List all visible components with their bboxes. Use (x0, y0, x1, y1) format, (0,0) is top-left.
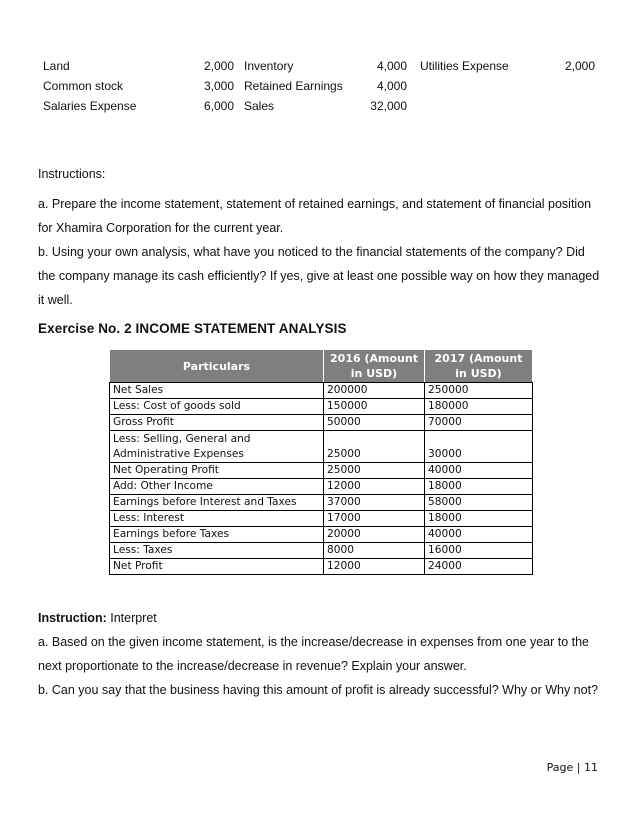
interpret-question-b: b. Can you say that the business having this amount of profit is already successful? Why or Why not? (38, 683, 599, 697)
table-row (110, 543, 533, 559)
instruction-bold-label: Instruction: (38, 611, 107, 625)
row-label: Add: Other Income (110, 479, 324, 495)
row-2017: 16000 (425, 543, 533, 559)
row-2016: 25000 (324, 431, 425, 463)
row-label: Net Profit (110, 559, 324, 575)
table-row (110, 431, 533, 463)
row-label: Less: Taxes (110, 543, 324, 559)
row-2017: 24000 (425, 559, 533, 575)
account-amount: 4,000 (376, 59, 407, 73)
interpret-question-a: a. Based on the given income statement, is the increase/decrease in expenses from one year to the next proportionate to the increase/decrease in revenue? Explain your answer. (38, 635, 590, 673)
row-2017: 70000 (425, 415, 533, 431)
account-name: Inventory (244, 59, 294, 73)
row-label: Net Operating Profit (110, 463, 324, 479)
row-label: Gross Profit (110, 415, 324, 431)
instruction-b: b. Using your own analysis, what have you noticed to the financial statements of the company? Did the company manage its cash efficiently? If yes, give at least one possible way on how they managed it well. (38, 245, 600, 307)
income-statement-table (109, 349, 533, 575)
row-2016: 17000 (324, 511, 425, 527)
header-particulars: Particulars (110, 350, 324, 383)
account-name: Utilities Expense (420, 59, 509, 73)
row-label: Net Sales (110, 383, 324, 399)
instructions-label: Instructions: (38, 167, 106, 181)
row-2016: 25000 (324, 463, 425, 479)
row-2016: 12000 (324, 559, 425, 575)
table-row (110, 463, 533, 479)
table-row (110, 511, 533, 527)
row-2017: 40000 (425, 527, 533, 543)
table-row (110, 559, 533, 575)
account-name: Salaries Expense (43, 99, 137, 113)
row-2017: 250000 (425, 383, 533, 399)
row-2017: 18000 (425, 511, 533, 527)
row-2016: 8000 (324, 543, 425, 559)
row-2017: 58000 (425, 495, 533, 511)
page-number: Page | 11 (546, 761, 598, 774)
table-row (110, 527, 533, 543)
header-2016: 2016 (Amount in USD) (324, 350, 425, 383)
table-row (110, 399, 533, 415)
account-name: Land (43, 59, 70, 73)
row-2016: 50000 (324, 415, 425, 431)
row-2016: 20000 (324, 527, 425, 543)
account-amount: 2,000 (203, 59, 234, 73)
row-2017: 30000 (425, 431, 533, 463)
account-amount: 2,000 (564, 59, 595, 73)
row-2017: 40000 (425, 463, 533, 479)
exercise-title: Exercise No. 2 INCOME STATEMENT ANALYSIS (38, 321, 347, 336)
account-amount: 32,000 (370, 99, 407, 113)
table-row (110, 479, 533, 495)
row-2016: 37000 (324, 495, 425, 511)
row-2017: 180000 (425, 399, 533, 415)
table-row (110, 495, 533, 511)
row-label: Less: Selling, General and Administrative Expenses (110, 431, 324, 463)
account-name: Sales (244, 99, 275, 113)
row-2017: 18000 (425, 479, 533, 495)
row-label: Earnings before Interest and Taxes (110, 495, 324, 511)
header-2017: 2017 (Amount in USD) (425, 350, 533, 383)
table-row (110, 383, 533, 399)
account-amount: 3,000 (203, 79, 234, 93)
row-2016: 12000 (324, 479, 425, 495)
table-header-row (110, 350, 533, 383)
instruction-rest-label: Interpret (106, 611, 157, 625)
row-label: Earnings before Taxes (110, 527, 324, 543)
instruction-a: a. Prepare the income statement, statement of retained earnings, and statement of financial position for Xhamira Corporation for the current year. (38, 197, 592, 235)
table-row (110, 415, 533, 431)
account-amount: 4,000 (376, 79, 407, 93)
row-2016: 150000 (324, 399, 425, 415)
row-label: Less: Interest (110, 511, 324, 527)
row-label: Less: Cost of goods sold (110, 399, 324, 415)
row-2016: 200000 (324, 383, 425, 399)
account-name: Retained Earnings (244, 79, 343, 93)
account-amount: 6,000 (203, 99, 234, 113)
account-name: Common stock (43, 79, 124, 93)
interpret-instruction (38, 606, 602, 630)
